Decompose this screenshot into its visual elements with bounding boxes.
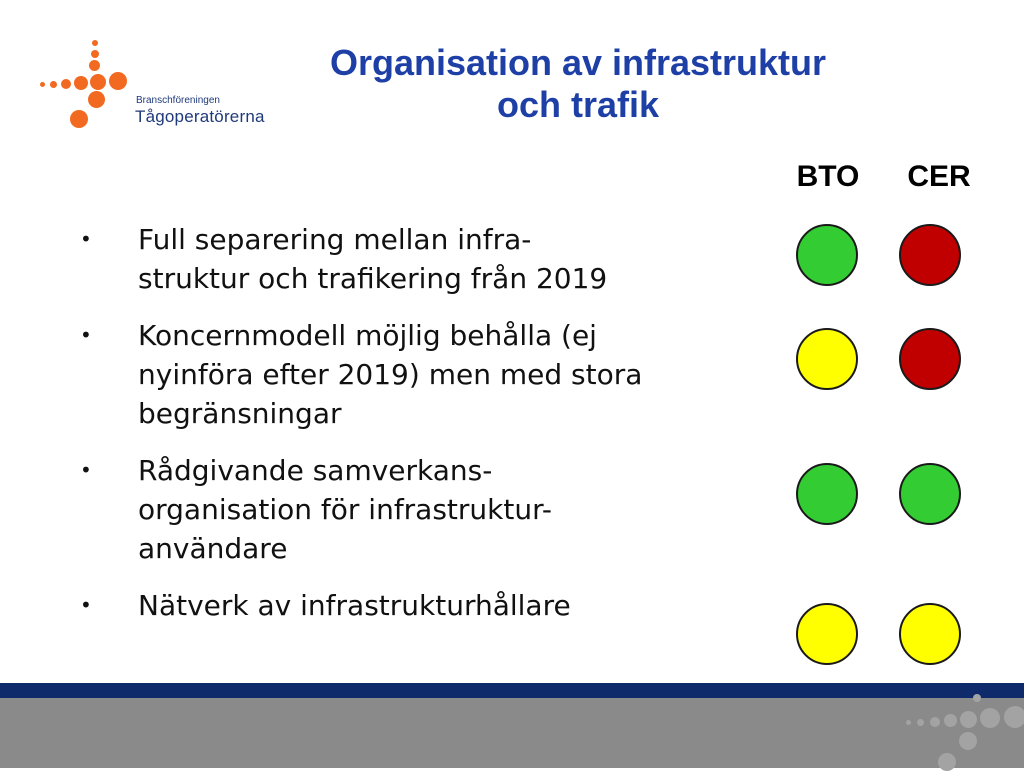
status-light-cer-3 <box>899 463 961 525</box>
slide-title-line-1: Organisation av infrastruktur <box>329 42 827 83</box>
logo-dot <box>91 50 99 58</box>
bullet-text: Rådgivande samverkans- organisation för infrastruktur- användare <box>138 454 552 565</box>
logo-dot <box>89 60 100 71</box>
bullet-item <box>80 451 760 568</box>
bullet-item <box>80 586 760 625</box>
footer-dot <box>930 717 940 727</box>
bullet-text: Koncernmodell möjlig behålla (ej nyinföra efter 2019) men med stora begränsningar <box>138 319 643 430</box>
status-light-bto-4 <box>796 603 858 665</box>
logo-dot <box>88 91 105 108</box>
column-header-cer: CER <box>907 160 971 193</box>
footer-dot <box>960 711 977 728</box>
footer-dot <box>938 753 956 771</box>
status-light-cer-4 <box>899 603 961 665</box>
status-light-bto-2 <box>796 328 858 390</box>
logo-dot <box>40 82 45 87</box>
logo-dot <box>61 79 71 89</box>
bullet-mark: • <box>80 323 92 347</box>
footer-dot <box>1004 706 1024 728</box>
logo-dot <box>74 76 88 90</box>
logo-dot <box>109 72 127 90</box>
bullet-list <box>80 220 760 643</box>
status-light-bto-1 <box>796 224 858 286</box>
footer-dot <box>959 732 977 750</box>
bullet-text: Nätverk av infrastrukturhållare <box>138 589 571 622</box>
logo-dot <box>50 81 57 88</box>
footer-dot <box>906 720 911 725</box>
column-header-bto: BTO <box>796 160 860 193</box>
bullet-mark: • <box>80 593 92 617</box>
logo-subtitle: Branschföreningen <box>136 95 220 106</box>
slide-title-line-2: och trafik <box>496 84 660 125</box>
footer-dot <box>980 708 1000 728</box>
bullet-mark: • <box>80 458 92 482</box>
bullet-text: Full separering mellan infra- struktur och trafikering från 2019 <box>138 223 608 295</box>
footer-band-grey <box>0 698 1024 768</box>
organization-logo <box>36 38 265 133</box>
logo-dot <box>92 40 98 46</box>
footer-dot <box>917 719 924 726</box>
footer-dot <box>973 694 981 702</box>
footer-band-blue <box>0 683 1024 698</box>
logo-wordmark: Tågoperatörerna <box>135 107 265 126</box>
bullet-item <box>80 220 760 298</box>
status-light-cer-2 <box>899 328 961 390</box>
logo-dot <box>70 110 88 128</box>
bullet-item <box>80 316 760 433</box>
footer-dot <box>944 714 957 727</box>
logo-dot <box>90 74 106 90</box>
bullet-mark: • <box>80 227 92 251</box>
status-light-cer-1 <box>899 224 961 286</box>
status-light-bto-3 <box>796 463 858 525</box>
slide-title <box>258 42 898 126</box>
